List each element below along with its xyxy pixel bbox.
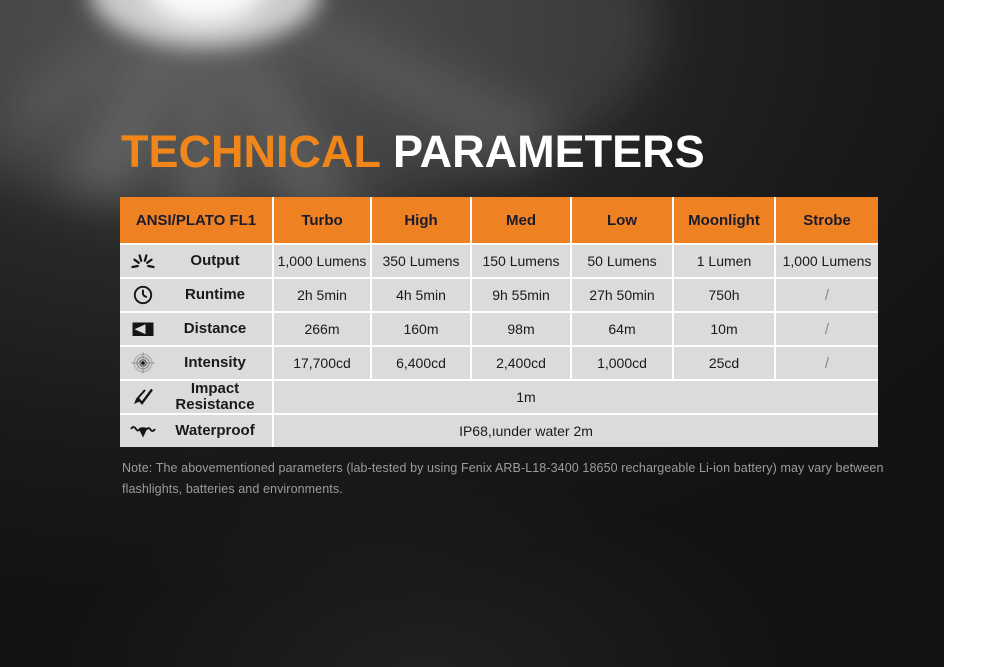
value-output-med: 150 Lumens [472,245,570,277]
row-label-distance [120,313,272,345]
col-header-high: High [372,197,470,243]
value-impact-resistance: 1m [274,381,878,413]
row-label-text: Intensity [184,354,246,372]
value-output-strobe: 1,000 Lumens [776,245,878,277]
value-intensity-med: 2,400cd [472,347,570,379]
value-runtime-moonlight: 750h [674,279,774,311]
title-accent: TECHNICAL [121,126,381,177]
row-label-runtime [120,279,272,311]
footnote [122,458,884,500]
value-runtime-turbo: 2h 5min [274,279,370,311]
value-runtime-med: 9h 55min [472,279,570,311]
row-label-waterproof [120,415,272,447]
title-rest: PARAMETERS [392,126,705,177]
value-distance-med: 98m [472,313,570,345]
col-header-med: Med [472,197,570,243]
row-label-text: Output [190,252,240,270]
value-output-high: 350 Lumens [372,245,470,277]
row-label-text: Waterproof [175,422,255,440]
clock-icon [120,284,166,306]
row-label-output [120,245,272,277]
col-header-moonlight: Moonlight [674,197,774,243]
value-intensity-turbo: 17,700cd [274,347,370,379]
value-distance-moonlight: 10m [674,313,774,345]
value-runtime-low: 27h 50min [572,279,672,311]
col-header-turbo: Turbo [274,197,370,243]
row-label-text: Distance [183,320,247,338]
footnote-line2: flashlights, batteries and environments. [122,482,343,496]
waterproof-icon [120,421,166,441]
value-runtime-high: 4h 5min [372,279,470,311]
value-distance-turbo: 266m [274,313,370,345]
target-icon [120,352,166,374]
impact-icon [120,386,166,408]
row-label-text: Runtime [185,286,245,304]
value-distance-high: 160m [372,313,470,345]
right-margin [944,0,1000,667]
page-title [121,126,705,178]
col-header-strobe: Strobe [776,197,878,243]
col-header-ansi-plato-fl1: ANSI/PLATO FL1 [120,197,272,243]
row-label-text: Impact Resistance [175,380,255,413]
footnote-line1: Note: The abovementioned parameters (lab-tested by using Fenix ARB-L18-3400 18650 rechargeable Li-ion battery) may vary between [122,461,884,475]
sunburst-icon [120,251,166,271]
value-output-moonlight: 1 Lumen [674,245,774,277]
row-label-impact-resistance [120,381,272,413]
value-distance-low: 64m [572,313,672,345]
value-distance-strobe: / [776,313,878,345]
row-label-intensity [120,347,272,379]
value-waterproof: IP68,ıunder water 2m [274,415,878,447]
value-runtime-strobe: / [776,279,878,311]
parameters-table [120,197,878,447]
beam-distance-icon [120,318,166,340]
value-intensity-moonlight: 25cd [674,347,774,379]
value-intensity-strobe: / [776,347,878,379]
value-intensity-high: 6,400cd [372,347,470,379]
value-output-turbo: 1,000 Lumens [274,245,370,277]
value-output-low: 50 Lumens [572,245,672,277]
col-header-low: Low [572,197,672,243]
value-intensity-low: 1,000cd [572,347,672,379]
